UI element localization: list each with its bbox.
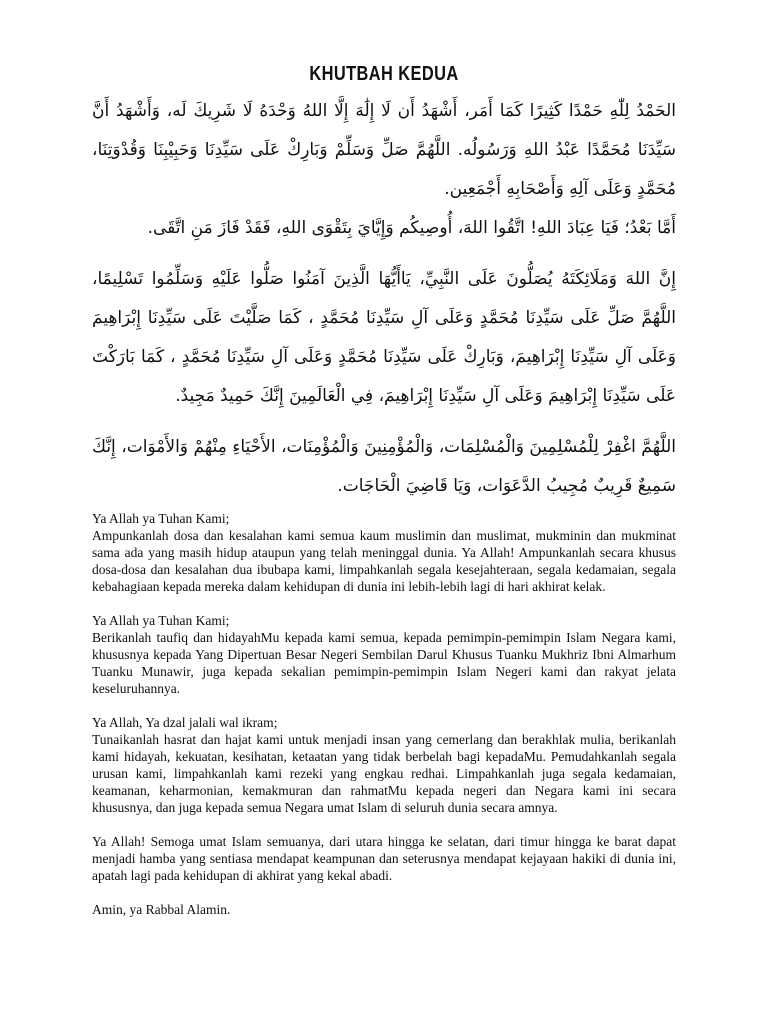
closing-section — [92, 901, 676, 918]
arabic-doa: اللَّهُمَّ اغْفِرْ لِلْمُسْلِمِينَ وَالْمُسْلِمَات، وَالْمُؤْمِنِينَ وَالْمُؤْمِنَات، الأَحْيَاءِ مِنْهُمْ وَالأَمْوَات، إِنَّكَ سَمِيعٌ قَرِيبٌ مُجِيبُ الدَّعَوَات، وَيَا قَاضِيَ الْحَاجَات. — [92, 437, 676, 496]
document-page — [92, 60, 676, 918]
section-body: Ampunkanlah dosa dan kesalahan kami semua kaum muslimin dan muslimat, mukminin dan mukminat sama ada yang masih hidup ataupun yang telah meninggal dunia. Ya Allah! Ampunkanlah secara khusus dosa-dosa dan kesalahan dua ibubapa kami, limpahkanlah segala kesejahteraan, segala kedamaian, segala kebahagiaan kepada mereka dalam kehidupan di dunia ini lebih-lebih lagi di hari akhirat kelak. — [92, 528, 676, 594]
doa-section — [92, 510, 676, 595]
doa-section — [92, 833, 676, 884]
doa-section — [92, 612, 676, 697]
section-body: Berikanlah taufiq dan hidayahMu kepada kami semua, kepada pemimpin-pemimpin Islam Negara kami, khususnya kepada Yang Dipertuan Besar Negeri Sembilan Darul Khusus Tuanku Mukhriz Ibni Almarhum Tuanku Munawir, juga kepada sekalian pemimpin-pemimpin Islam Negeri kami dan rakyat jelata keseluruhannya. — [92, 630, 676, 696]
page-title: KHUTBAH KEDUA — [309, 63, 459, 85]
section-heading: Ya Allah ya Tuhan Kami; — [92, 613, 230, 628]
arabic-salawat: إِنَّ اللهَ وَمَلَائِكَتَهُ يُصَلُّونَ عَلَى النَّبِيِّ، يَاأَيُّهَا الَّذِينَ آمَنُوا صَلُّوا عَلَيْهِ وَسَلِّمُوا تَسْلِيمًا، اللَّهُمَّ صَلِّ عَلَى سَيِّدِنَا مُحَمَّدٍ وَعَلَى آلِ سَيِّدِنَا مُحَمَّدٍ ، كَمَا صَلَّيْتَ عَلَى سَيِّدِنَا إِبْرَاهِيمَ وَعَلَى آلِ سَيِّدِنَا إِبْرَاهِيمَ، وَبَارِكْ عَلَى سَيِّدِنَا مُحَمَّدٍ وَعَلَى آلِ سَيِّدِنَا مُحَمَّدٍ ، كَمَا بَارَكْتَ عَلَى سَيِّدِنَا إِبْرَاهِيمَ وَعَلَى آلِ سَيِّدِنَا إِبْرَاهِيمَ، فِي الْعَالَمِينَ إِنَّكَ حَمِيدٌ مَجِيدٌ. — [92, 269, 676, 406]
section-heading: Ya Allah ya Tuhan Kami; — [92, 511, 230, 526]
section-heading: Ya Allah, Ya dzal jalali wal ikram; — [92, 715, 278, 730]
section-body: Ya Allah! Semoga umat Islam semuanya, dari utara hingga ke selatan, dari timur hingga ke barat dapat menjadi hamba yang sentiasa mendapat keampunan dan seterusnya mendapat kejayaan hakiki di dunia ini, apatah lagi pada kehidupan di akhirat yang kekal abadi. — [92, 834, 676, 883]
arabic-opening-praise: الحَمْدُ لِلّٰهِ حَمْدًا كَثِيرًا كَمَا أَمَر، أَشْهَدُ أَن لَا إِلَٰهَ إِلَّا اللهُ وَحْدَهُ لَا شَرِيكَ لَه، وَأَشْهَدُ أَنَّ سَيِّدَنَا مُحَمَّدًا عَبْدُ اللهِ وَرَسُولُه. اللَّهُمَّ صَلِّ وَسَلِّمْ وَبَارِكْ عَلَى سَيِّدِنَا وَحَبِيْبِنَا وَقُدْوَتِنَا، مُحَمَّدٍ وَعَلَى آلِهِ وَأَصْحَابِهِ أَجْمَعِين. — [92, 101, 676, 199]
doa-section — [92, 714, 676, 816]
section-body: Tunaikanlah hasrat dan hajat kami untuk menjadi insan yang cemerlang dan berakhlak mulia, berikanlah kami hidayah, kekuatan, kesihatan, ketaatan yang tidak berbelah bagi kepadaMu. Pemudahkanlah segala urusan kami, limpahkanlah kami rezeki yang engkau redhai. Limpahkanlah juga segala kedamaian, keamanan, keharmonian, kemakmuran dan rahmatMu kepada negeri dan Negara kami ini secara khususnya, dan juga kepada semua Negara umat Islam di seluruh dunia secara amnya. — [92, 732, 676, 815]
malay-translation — [92, 510, 676, 918]
arabic-amma-badu: أَمَّا بَعْدُ؛ فَيَا عِبَادَ اللهِ! اتَّقُوا اللهَ، أُوصِيكُم وَإِيَّايَ بِتَقْوَى اللهِ، فَقَدْ فَازَ مَنِ اتَّقَى. — [147, 218, 676, 238]
closing-line: Amin, ya Rabbal Alamin. — [92, 902, 231, 917]
